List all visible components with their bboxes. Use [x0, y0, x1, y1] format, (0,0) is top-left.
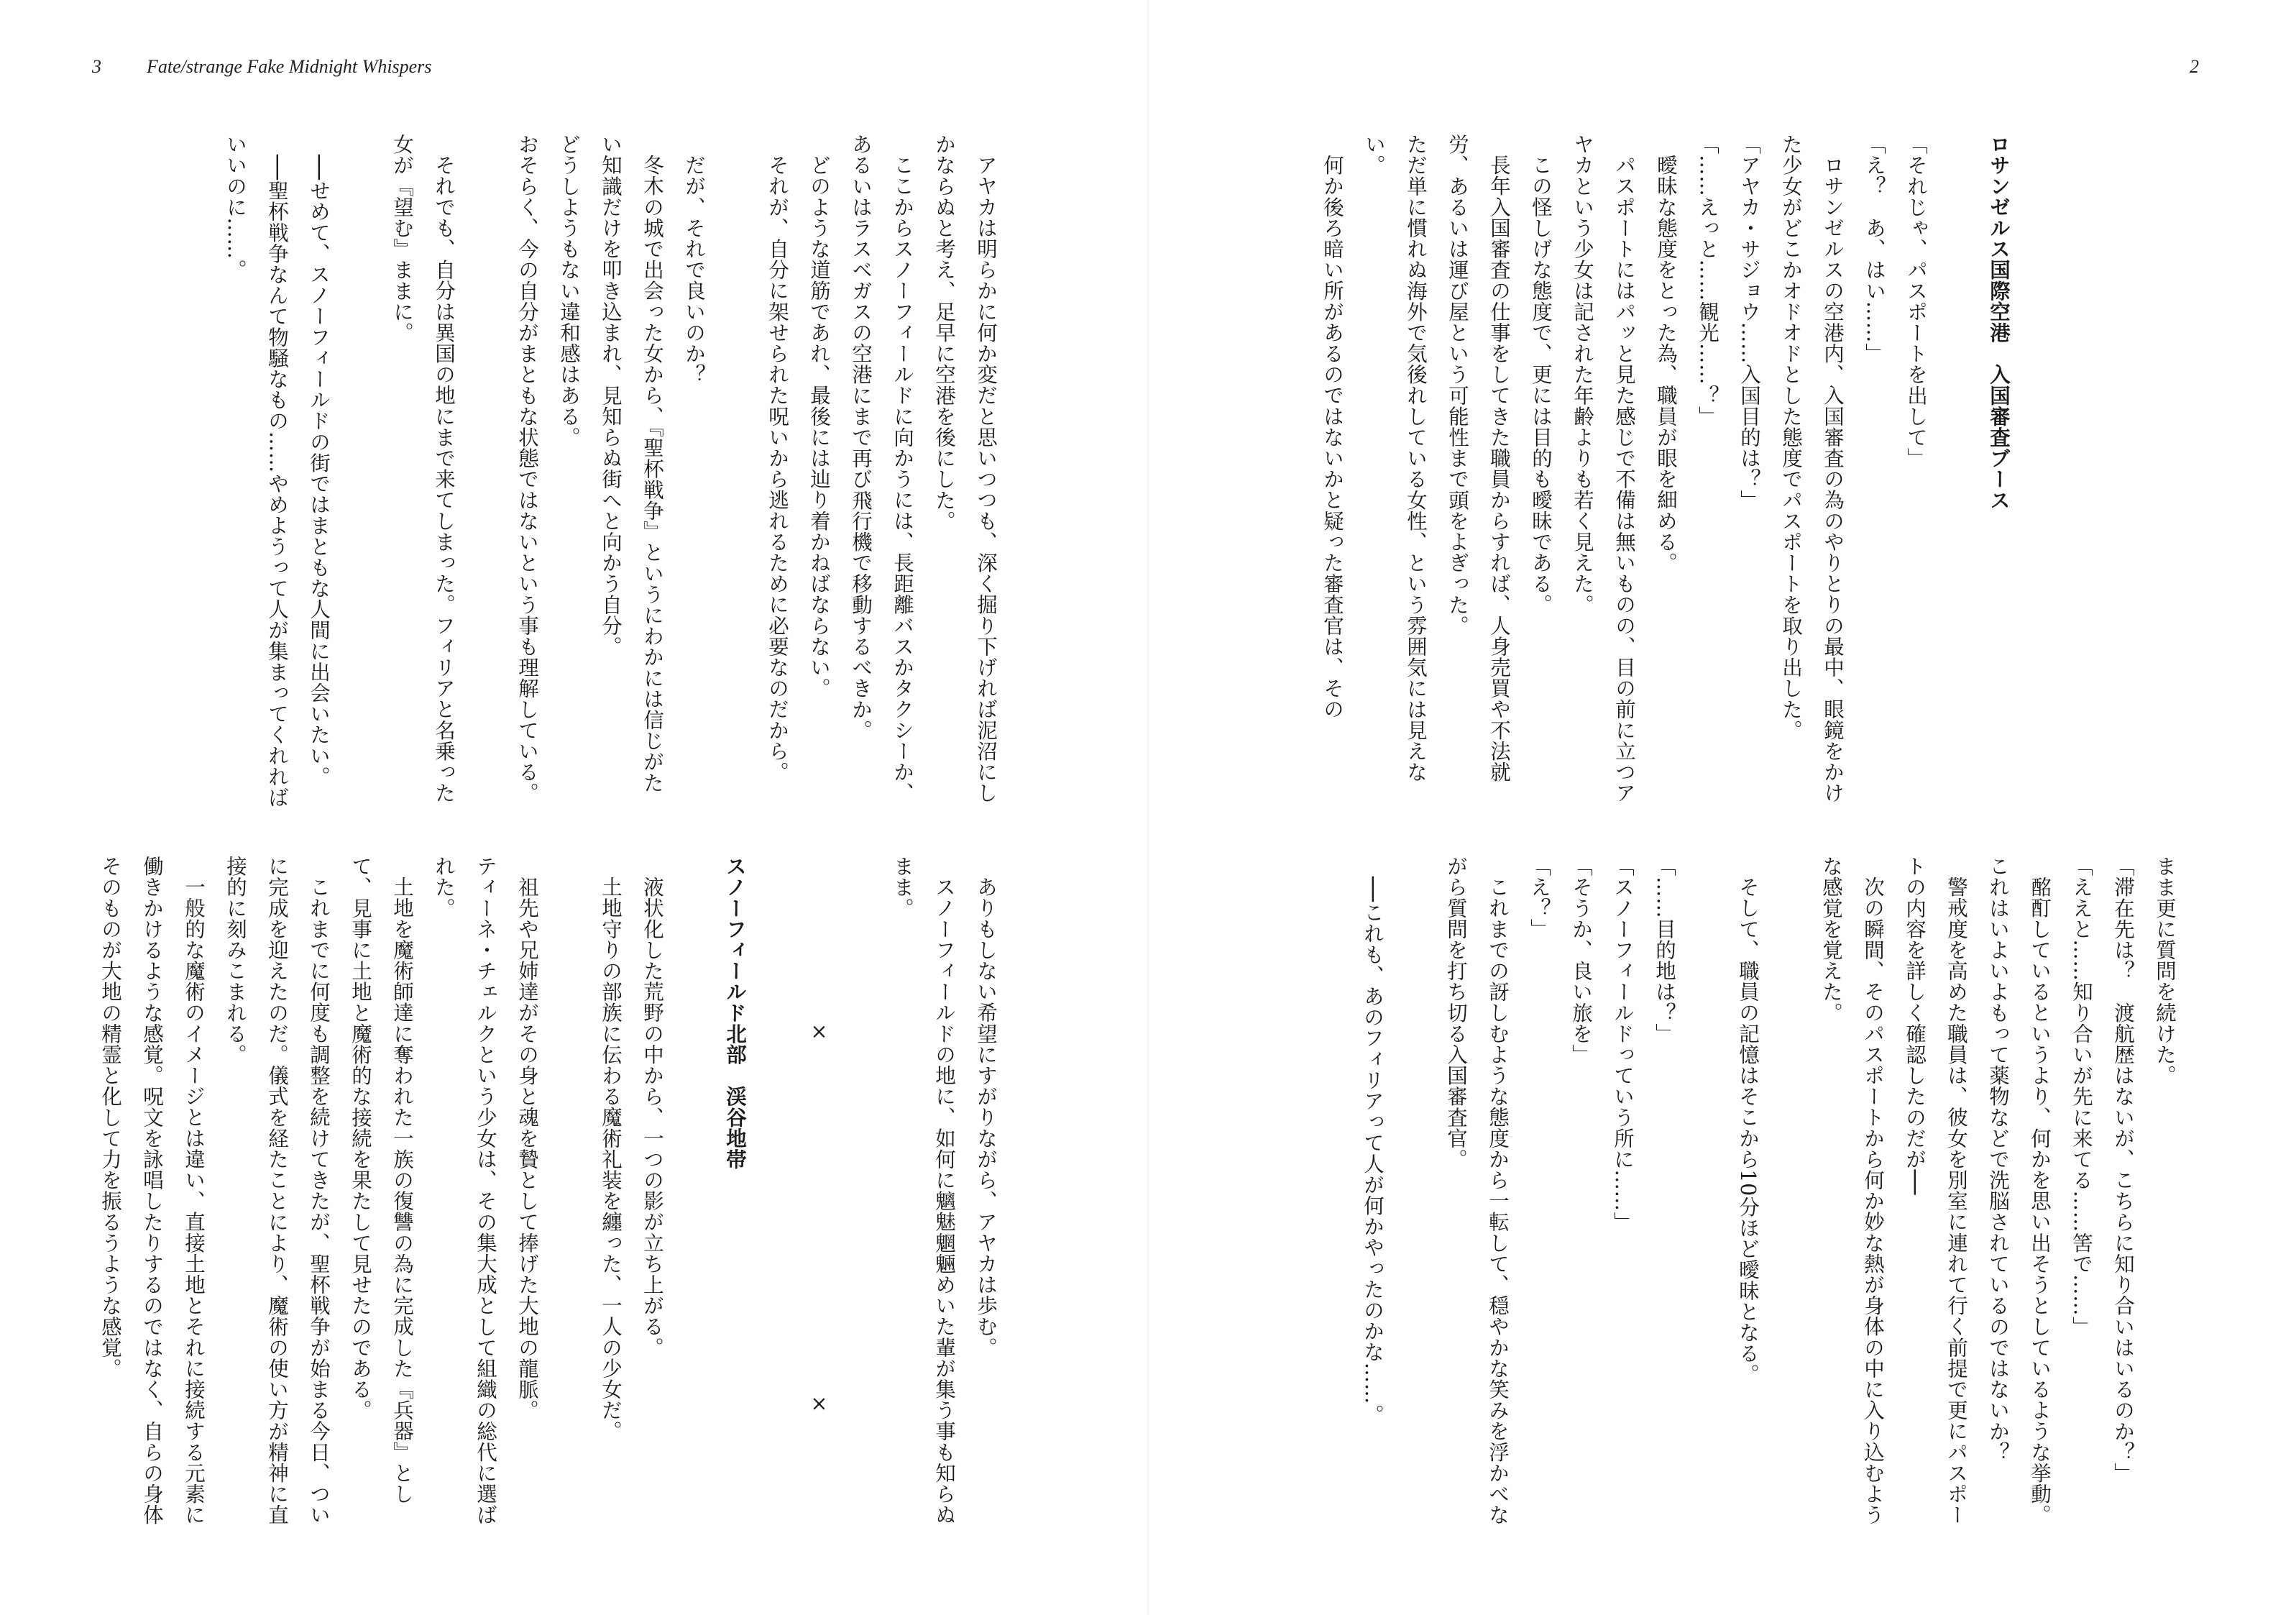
text-paragraph: 次の瞬間、そのパスポートから何か妙な熱が身体の中に入り込むような感覚を覚えた。 [1819, 856, 1885, 1525]
page-gutter [1147, 0, 1149, 1615]
text-paragraph: ──これも、あのフィリアって人が何かやったのかな……。 [1361, 876, 1385, 1425]
text-paragraph: パスポートにはパッと見た感じで不備は無いものの、目の前に立つアヤカという少女は記された年齢よりも若く見えた。 [1571, 134, 1636, 803]
right-page-lower-text [1361, 856, 2185, 1532]
text-paragraph: 「……目的地は？」 [1653, 856, 1676, 1044]
text-paragraph: 一般的な魔術のイメージとは違い、直接土地とそれに接続する元素に働きかけるような感覚。呪文を詠唱したりするのではなく、自らの身体そのものが大地の精霊と化して力を振るうような感覚。 [98, 856, 206, 1526]
text-paragraph: 液状化した荒野の中から、一つの影が立ち上がる。 [640, 876, 664, 1358]
section-heading: ロサンゼルス国際空港 入国審査ブース [1987, 134, 2011, 511]
text-paragraph [840, 856, 881, 1532]
left-page-lower-text [86, 856, 1006, 1532]
text-paragraph: この怪しげな態度で、更には目的も曖昧である。 [1529, 154, 1553, 615]
text-paragraph: ここからスノーフィールドに向かうには、長距離バスかタクシーか、あるいはラスベガスの空港にまで再び飛行機で移動するべきか。 [849, 134, 914, 803]
text-paragraph: 「滞在先は？ 渡航歴はないが、こちらに知り合いはいるのか？」 [2111, 856, 2135, 1483]
text-paragraph: スノーフィールドの地に、如何に魑魅魍魎めいた輩が集う事も知らぬまま。 [891, 856, 956, 1525]
left-book-title: Fate/strange Fake Midnight Whispers [147, 56, 432, 77]
text-paragraph: 土地を魔術師達に奪われた一族の復讐の為に完成した『兵器』として、見事に土地と魔術的な接続を果たして見せたのである。 [349, 856, 414, 1504]
text-paragraph: 「え？」 [1528, 856, 1551, 940]
text-paragraph: これまでの訝しむような態度から一転して、穏やかな笑みを浮かべながら質問を打ち切る入国審査官。 [1444, 856, 1510, 1525]
text-paragraph: ロサンゼルスの空港内、入国審査の為のやりとりの最中、眼鏡をかけた少女がどこかオドオドとした態度でパスポートを取り出した。 [1779, 134, 1845, 803]
text-paragraph: 「え？ あ、はい……」 [1863, 134, 1886, 365]
text-paragraph [715, 134, 756, 810]
left-page-upper-text [86, 134, 1006, 810]
text-paragraph: ──せめて、スノーフィールドの街ではまともな人間に出会いたい。 [307, 154, 331, 787]
text-paragraph: ──聖杯戦争なんて物騒なもの……やめようって人が集まってくれればいいのに……。 [224, 134, 289, 808]
text-paragraph [1768, 856, 1810, 1532]
text-paragraph: 「そうか、良い旅を」 [1569, 856, 1593, 1065]
text-paragraph: 曖昧な態度をとった為、職員が眼を細める。 [1654, 154, 1678, 573]
text-paragraph: 祖先や兄姉達がその身と魂を贄として捧げた大地の龍脈。 [515, 876, 539, 1421]
text-paragraph: それでも、自分は異国の地にまで来てしまった。フィリアと名乗った女が『望む』ままに。 [390, 134, 456, 803]
text-paragraph: まま更に質問を続けた。 [2153, 856, 2177, 1086]
text-paragraph: 長年入国審査の仕事をしてきた職員からすれば、人身売買や不法就労、あるいは運び屋という可能性まで頭をよぎった。 [1446, 134, 1511, 782]
text-paragraph: 何か後ろ暗い所があるのではないかと疑った審査官は、その [1321, 154, 1344, 720]
text-paragraph: そして、職員の記憶はそこから10分ほど曖昧となる。 [1736, 876, 1760, 1385]
text-paragraph: どのような道筋であれ、最後には辿り着かねばならない。 [807, 154, 831, 699]
text-paragraph [1393, 856, 1435, 1532]
text-paragraph: 「それじゃ、パスポートを出して」 [1904, 134, 1928, 469]
section-heading: スノーフィールド北部 渓谷地帯 [723, 856, 748, 1170]
text-paragraph: 「……えっと……観光……？」 [1696, 134, 1719, 427]
text-paragraph [464, 134, 506, 810]
text-paragraph [548, 856, 589, 1532]
text-paragraph [339, 134, 381, 810]
text-paragraph: 土地守りの部族に伝わる魔術礼装を纏った、一人の少女だ。 [599, 876, 623, 1442]
text-paragraph [1937, 134, 1978, 810]
text-paragraph: 酩酊しているというより、何かを思い出そうとしているような挙動。これはいよいよもって薬物などで洗脳されているのではないか？ [1986, 856, 2052, 1525]
right-page-number: 2 [2190, 56, 2199, 77]
scene-separator: × × [807, 1020, 831, 1518]
left-page-number: 3 [92, 56, 101, 77]
text-paragraph: 「ええと……知り合いが先に来てる……筈で……」 [2070, 856, 2093, 1337]
text-paragraph: ティーネ・チェルクという少女は、その集大成として組織の総代に選ばれた。 [432, 856, 497, 1526]
text-paragraph: ただ単に慣れぬ海外で気後れしている女性、という雰囲気には見えない。 [1362, 134, 1428, 783]
text-paragraph: それが、自分に架せられた呪いから逃れるために必要なのだから。 [766, 154, 789, 782]
text-paragraph [1685, 856, 1727, 1532]
text-paragraph: アヤカは明らかに何か変だと思いつつも、深く掘り下げれば泥沼にしかならぬと考え、足早に空港を後にした。 [932, 134, 998, 803]
text-paragraph: 冬木の城で出会った女から、『聖杯戦争』というにわかには信じがたい知識だけを叩き込まれ、見知らぬ街へと向かう自分。 [599, 134, 664, 793]
text-paragraph: だが、それで良いのか？ [682, 154, 706, 385]
text-paragraph: おそらく、今の自分がまともな状態ではないという事も理解している。 [515, 134, 539, 804]
text-paragraph: これまでに何度も調整を続けてきたが、聖杯戦争が始まる今日、ついに完成を迎えたのだ。儀式を経たことにより、魔術の使い方が精神に直接的に刻みこまれる。 [224, 856, 331, 1526]
text-paragraph: 「スノーフィールドっていう所に……」 [1611, 856, 1635, 1232]
text-paragraph: 警戒度を高めた職員は、彼女を別室に連れて行く前提で更にパスポートの内容を詳しく確認したのだが── [1903, 856, 1968, 1525]
text-paragraph [756, 856, 798, 1532]
right-page-upper-text [1301, 134, 2020, 810]
text-paragraph: ありもしない希望にすがりながら、アヤカは歩む。 [974, 876, 998, 1358]
text-paragraph [673, 856, 715, 1532]
text-paragraph: どうしようもない違和感はある。 [557, 134, 581, 448]
text-paragraph: 「アヤカ・サジョウ……入国目的は？」 [1737, 134, 1761, 511]
